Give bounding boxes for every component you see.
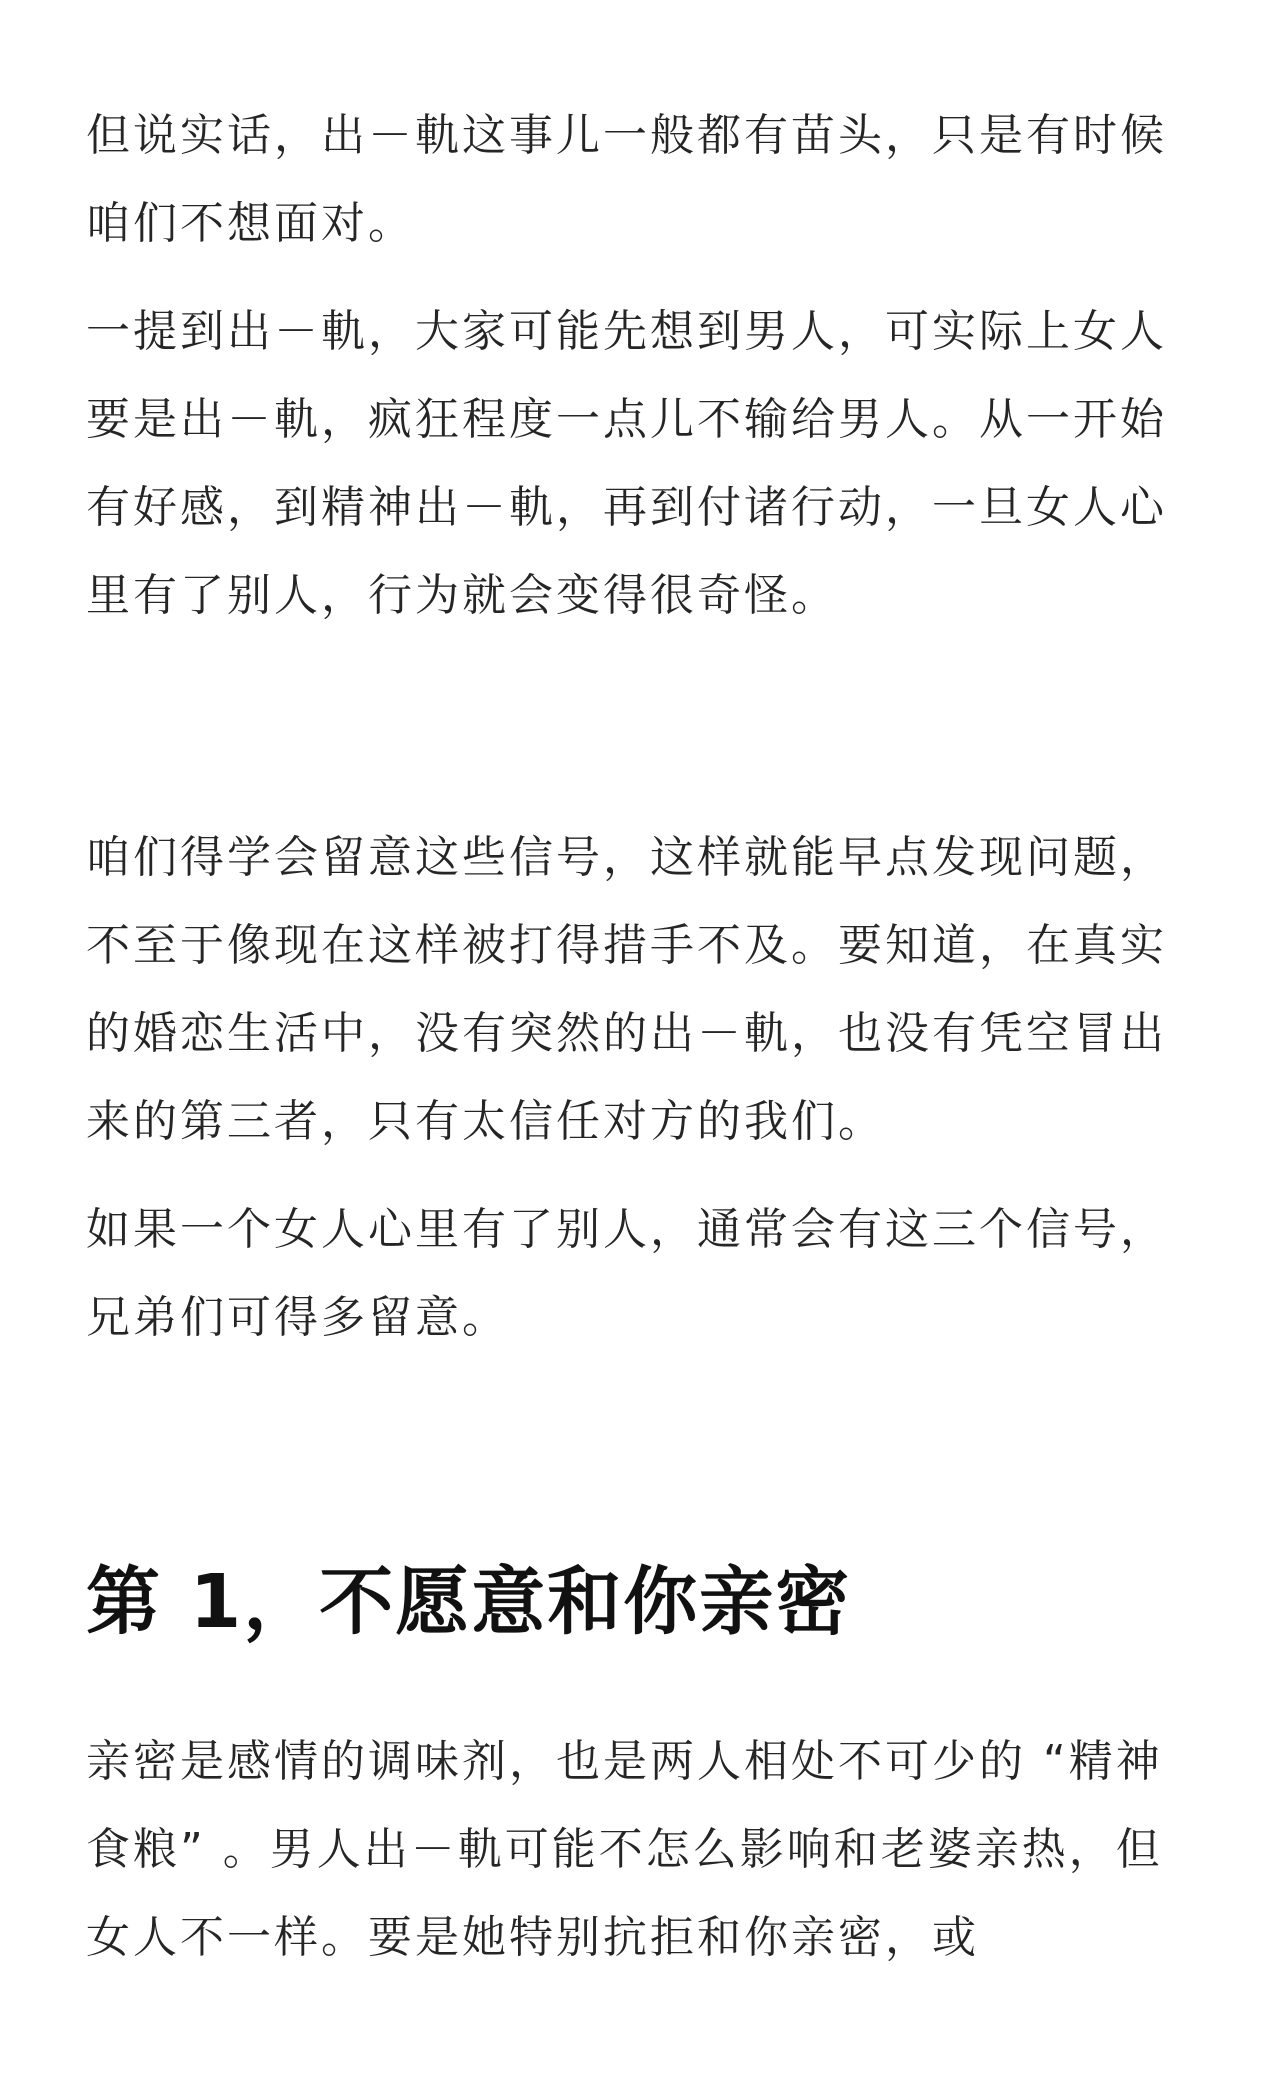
paragraph-intimacy: 亲密是感情的调味剂，也是两人相处不可少的 “精神食粮” 。男人出－軌可能不怎么影响和老婆亲热，但女人不一样。要是她特别抗拒和你亲密，或 [86,1736,1163,1963]
paragraph-three-signals: 如果一个女人心里有了别人，通常会有这三个信号，兄弟们可得多留意。 [86,1204,1167,1343]
article-body [86,92,1196,1982]
paragraph-watch-signals: 咱们得学会留意这些信号，这样就能早点发现问题，不至于像现在这样被打得措手不及。要知道，在真实的婚恋生活中，没有突然的出－軌，也没有凭空冒出来的第三者，只有太信任对方的我们。 [86,832,1167,1147]
paragraph-intro: 但说实话，出－軌这事儿一般都有苗头，只是有时候咱们不想面对。 [86,110,1167,249]
section-heading: 第 1，不愿意和你亲密 [86,1559,852,1645]
paragraph-women-affair: 一提到出－軌，大家可能先想到男人，可实际上女人要是出－軌，疯狂程度一点儿不输给男人。从一开始有好感，到精神出－軌，再到付诸行动，一旦女人心里有了别人，行为就会变得很奇怪。 [86,306,1167,621]
